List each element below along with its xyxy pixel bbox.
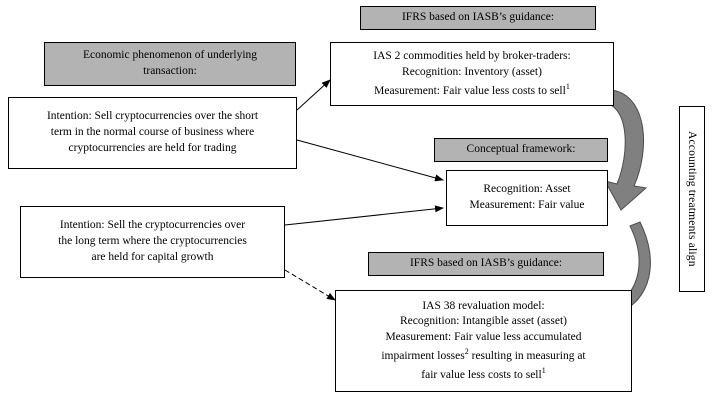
ias38-line2: Recognition: Intangible asset (asset) [399, 315, 568, 328]
conceptual-framework-box [446, 170, 608, 226]
ias38-line4 [381, 346, 585, 365]
intention-long-term-line2: the long term where the cryptocurrencies [58, 235, 247, 248]
conceptual-framework-header-box [434, 138, 608, 162]
economic-phenomenon-header-box [44, 42, 296, 86]
ifrs-top-header-label: IFRS based on IASB’s guidance: [401, 11, 555, 24]
ias2-line3 [374, 81, 570, 100]
intention-short-term-line1: Intention: Sell cryptocurrencies over the short [46, 110, 259, 123]
ias2-line3-text: Measurement: Fair value less costs to sell [374, 84, 566, 97]
conceptual-framework-line1: Recognition: Asset [483, 183, 571, 196]
conceptual-framework-header-label: Conceptual framework: [466, 143, 576, 156]
ias38-line4-footnote: 2 [464, 347, 469, 357]
intention-short-term-box [8, 97, 297, 169]
ias38-line4-post: resulting in measuring at [468, 349, 586, 362]
intention-long-term-line3: are held for capital growth [91, 250, 214, 263]
ias2-box [330, 42, 614, 106]
ifrs-top-header-box [360, 6, 596, 30]
intention-short-term-line2: term in the normal course of business where [50, 126, 255, 139]
accounting-treatments-align-label [679, 106, 705, 292]
ifrs-bottom-header-label: IFRS based on IASB’s guidance: [409, 257, 563, 270]
conceptual-framework-line2: Measurement: Fair value [469, 199, 585, 211]
ias38-line5-footnote: 1 [541, 365, 546, 375]
ias38-line4-pre: impairment losses [381, 349, 465, 362]
ias2-line2: Recognition: Inventory (asset) [402, 65, 542, 78]
ias38-line1: IAS 38 revaluation model: [422, 299, 545, 312]
ias2-line1: IAS 2 commodities held by broker-traders: [373, 49, 571, 62]
ias38-line5 [421, 365, 545, 384]
intention-long-term-line1: Intention: Sell the cryptocurrencies over [59, 219, 246, 232]
economic-phenomenon-line1: Economic phenomenon of underlying [82, 49, 258, 62]
accounting-treatments-align-text: Accounting treatments align [686, 131, 698, 267]
intention-short-term-line3: cryptocurrencies are held for trading [68, 141, 237, 154]
ias38-line5-pre: fair value less costs to sell [421, 368, 542, 381]
ias38-line3: Measurement: Fair value less accumulated [385, 331, 582, 344]
ias38-box [335, 290, 632, 392]
ias2-line3-footnote: 1 [565, 81, 570, 91]
intention-long-term-box [20, 206, 285, 278]
economic-phenomenon-line2: transaction: [143, 65, 197, 77]
ifrs-bottom-header-box [368, 252, 604, 276]
